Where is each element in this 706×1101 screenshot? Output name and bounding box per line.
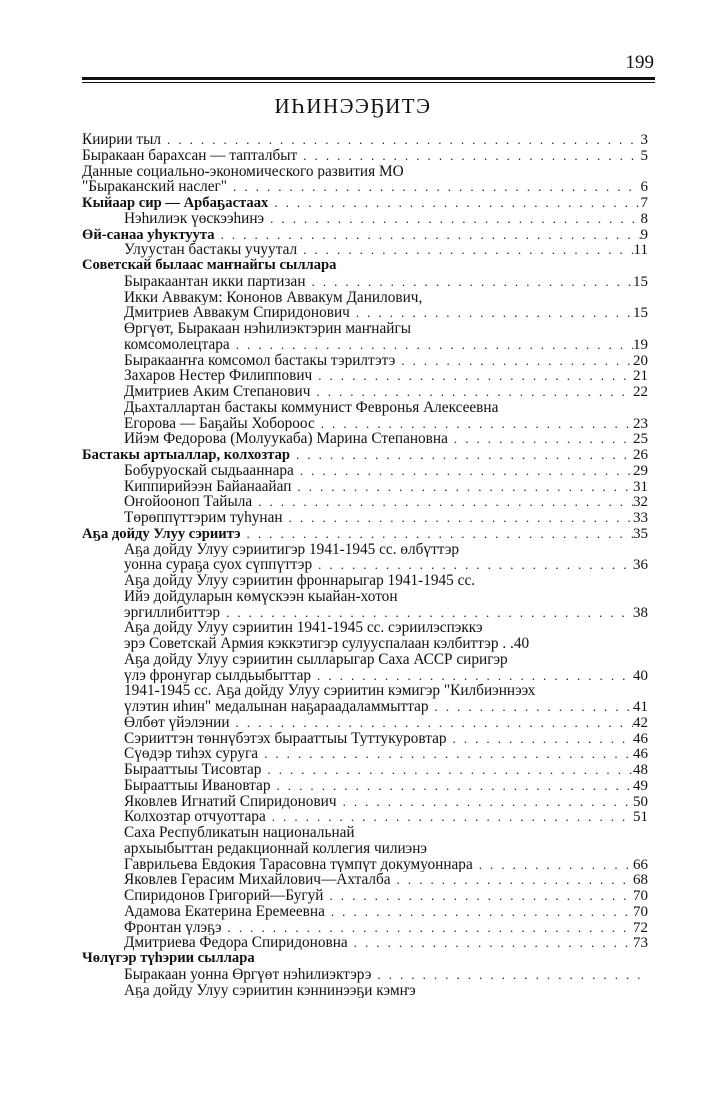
toc-entry [82,778,648,794]
toc-entry [82,683,648,699]
dot-leader [391,872,633,888]
toc-entry [82,762,648,778]
toc-entry-title: 1941-1945 сс. Аҕа дойду Улуу сэриитин кэмигэр "Килбиэннээх [124,683,536,699]
toc-entry-title: Быракааҥҥа комсомол бастакы тэрилтэтэ [124,352,396,369]
dot-leader [311,668,633,684]
toc-entry-title: Сэрииттэн төннүбэтэх бырааттыы Туттукуровтар [124,730,447,747]
toc-entry-page: 5 [640,147,648,164]
toc-entry-title: Яковлев Герасим Михайлович—Ахталба [124,872,391,888]
toc-entry-title: Быракаан барахсан — тапталбыт [82,147,298,164]
toc-entry-title: Бобуруоскай сыдьааннара [124,462,294,479]
dot-leader [473,857,633,873]
toc-entry-page: 20 [633,352,648,369]
dot-leader [161,132,640,148]
toc-entry-page: 11 [633,242,648,258]
toc-entry [82,557,648,573]
dot-leader [297,242,633,258]
toc-entry-page: 41 [633,699,648,715]
toc-entry-page: 51 [633,809,648,825]
toc-entry-title: Чөлүгэр түһэрии сыллара [82,951,255,966]
toc-entry-page: 29 [633,462,648,479]
dot-leader [261,762,633,778]
toc-entry-title: Быракаантан икки партизан [124,273,306,290]
toc-entry [82,983,648,999]
dot-leader [312,557,633,573]
header-rule-thick [82,77,655,80]
dot-leader [291,479,633,495]
dot-leader [266,809,633,825]
toc-entry [82,463,648,479]
toc-entry-title: Икки Аввакум: Кононов Аввакум Данилович, [124,289,423,306]
toc-entry-page: 9 [640,226,648,243]
toc-entry-page: 48 [633,762,648,778]
toc-entry-title: Дмитриев Аким Степанович [124,384,311,400]
dot-leader [395,353,633,369]
dot-leader [271,778,634,794]
toc-entry-page: 3 [640,132,648,148]
dot-leader [220,605,633,621]
toc-entry [82,935,648,951]
toc-entry-title: Аҕа дойду Улуу сэриитигэр 1941-1945 сс. өлбүттэр [124,541,460,558]
toc-entry [82,620,648,636]
toc-entry-title: Спиридонов Григорий—Бугуй [124,888,324,904]
toc-entry-title: эргиллибиттэр [124,604,221,621]
toc-entry [82,841,648,857]
toc-entry-title: Бастакы артыаллар, колхозтар [82,447,290,463]
toc-entry [82,353,648,369]
toc-entry [82,652,648,668]
toc-entry [82,904,648,920]
toc-entry-title: Бырааттыы Тисовтар [124,762,262,778]
toc-entry-title: Аҕа дойду Улуу сэриитэ [82,525,241,542]
page-title: ИҺИНЭЭҔИТЭ [274,94,432,118]
toc-entry [82,715,648,731]
dot-leader [447,731,633,747]
toc-entry [82,479,648,495]
toc-entry-title: Дмитриева Федора Спиридоновна [124,935,348,951]
toc-entry-page: 19 [633,336,648,353]
toc-entry-page: 33 [633,510,648,526]
dot-leader [306,274,633,290]
toc-entry-title: Төрөппүттэрим туһунан [124,510,283,526]
toc-entry [82,132,648,148]
toc-entry-title: Дьахталлартан бастакы коммунист Февронья Алексеевна [124,399,499,416]
toc-entry [82,321,648,337]
toc-entry [82,825,648,841]
toc-entry-title: Аҕа дойду Улуу сэриитин 1941-1945 сс. сэриилэспэккэ [124,620,483,636]
toc-entry [82,384,648,400]
toc-entry [82,305,648,321]
toc-entry [82,211,648,227]
toc-entry [82,258,648,274]
toc-entry-page: 46 [633,730,648,747]
toc-entry-page: 21 [633,368,648,384]
toc-entry-title: Захаров Нестер Филиппович [124,368,313,384]
toc-entry-title: Оҥойооноп Тайыла [124,494,253,510]
dot-leader [448,431,633,447]
toc-entry-page: 73 [633,935,648,951]
toc-entry-page: 50 [633,793,648,810]
toc-entry-page: 70 [633,903,648,920]
toc-entry [82,290,648,306]
toc-entry-title: Адамова Екатерина Еремеевна [124,903,325,920]
toc-entry [82,857,648,873]
dot-leader [350,305,633,321]
toc-entry-title: Ийэ дойдуларын көмүскээн кыайан-хотон [124,588,398,605]
toc-entry [82,337,648,353]
toc-entry-page: 66 [633,856,648,873]
toc-entry [82,510,648,526]
toc-entry-title: Ийэм Федорова (Молуукаба) Марина Степановна [124,431,448,447]
toc-entry-page: 40 [633,667,648,684]
dot-leader [268,195,640,211]
toc-entry-title: үлэ фронугар сылдьыбыттар [124,667,312,684]
toc-entry-page: 26 [633,447,648,463]
dot-leader [315,416,633,432]
toc-entry [82,967,648,983]
dot-leader [371,967,648,983]
toc-entry [82,668,648,684]
toc-entry-title: Өлбөт үйэлэнии [124,714,230,731]
toc-entry [82,809,648,825]
toc-entry-page: 32 [633,494,648,510]
toc-entry [82,526,648,542]
toc-entry-title: Киирии тыл [82,132,162,148]
toc-entry [82,573,648,589]
table-of-contents [82,132,648,998]
toc-entry-title: Аҕа дойду Улуу сэриитин сылларыгар Саха АССР сиригэр [124,651,508,668]
toc-entry-title: "Быраканский наслег" [82,179,228,195]
toc-entry [82,494,648,510]
toc-entry [82,195,648,211]
toc-entry-title: Егорова — Баҕайы Хобороос [124,415,315,432]
toc-entry-page: 15 [633,305,648,321]
toc-entry-page: 8 [640,210,648,227]
toc-entry [82,951,648,967]
toc-entry [82,416,648,432]
dot-leader [290,447,633,463]
toc-entry-title: комсомолецтара [124,336,230,353]
dot-leader [215,227,641,243]
toc-entry-title: Яковлев Игнатий Спиридонович [124,793,337,810]
toc-entry [82,746,648,762]
toc-entry-title: архыыбыттан редакционнай коллегия чилиэнэ [124,840,427,857]
dot-leader [348,935,633,951]
dot-leader [222,920,633,936]
toc-entry-title: Колхозтар отчуоттара [124,809,266,825]
toc-entry [82,888,648,904]
toc-entry-title: Дмитриев Аввакум Спиридонович [124,305,350,321]
header-rule-thin [82,82,655,83]
toc-entry [82,274,648,290]
toc-entry [82,794,648,810]
dot-leader [310,384,633,400]
toc-entry [82,164,648,180]
toc-entry-page: 72 [633,919,648,936]
toc-entry [82,731,648,747]
toc-entry-title: эрэ Советскай Армия кэккэтигэр сулууспалаан кэлбиттэр . .40 [124,636,530,652]
toc-entry-page: 46 [633,746,648,762]
toc-entry [82,400,648,416]
toc-entry-page: 23 [633,415,648,432]
dot-leader [297,148,640,164]
toc-entry [82,589,648,605]
dot-leader [323,888,633,904]
dot-leader [283,510,633,526]
toc-entry-title: Нэһилиэк үөскээһинэ [124,210,265,227]
toc-entry-page: 35 [633,525,648,542]
toc-entry-title: үлэтин иһин" медалынан наҕараадаламмыттар [124,699,429,715]
page-number: 199 [625,52,654,73]
toc-entry-page: 49 [633,777,648,794]
toc-entry-title: Өргүөт, Быракаан нэһилиэктэрин маҥнайгы [124,321,412,337]
dot-leader [230,337,633,353]
toc-entry-page: 15 [633,273,648,290]
toc-entry [82,872,648,888]
toc-entry-title: Бырааттыы Ивановтар [124,777,271,794]
toc-entry [82,242,648,258]
toc-entry [82,542,648,558]
toc-entry [82,431,648,447]
toc-entry-page: 42 [633,714,648,731]
toc-entry [82,368,648,384]
toc-entry-title: Сүөдэр тиһэх суруга [124,746,259,762]
dot-leader [312,368,633,384]
dot-leader [337,794,633,810]
toc-entry [82,447,648,463]
toc-entry-title: Аҕа дойду Улуу сэриитин кэннинээҕи кэмҥэ [124,982,416,999]
toc-entry-page: 22 [633,384,648,400]
toc-entry-title: Саха Республикатын национальнай [124,825,355,841]
toc-entry-page: 36 [633,557,648,573]
dot-leader [294,463,633,479]
toc-entry-title: Советскай былаас маҥнайгы сыллара [82,258,337,273]
toc-entry [82,920,648,936]
toc-entry [82,148,648,164]
toc-entry [82,699,648,715]
toc-entry-page: 38 [633,604,648,621]
toc-entry-title: Киппирийээн Байанаайап [124,478,292,495]
toc-entry-page: 25 [633,431,648,447]
dot-leader [264,211,640,227]
toc-entry-title: Кыйаар сир — Арбаҕастаах [82,195,269,211]
dot-leader [325,904,633,920]
toc-entry-page: 7 [640,195,648,211]
dot-leader [252,494,633,510]
toc-entry-page: 31 [633,478,648,495]
dot-leader [258,746,633,762]
toc-entry-title: Фронтан үлэҕэ [124,919,222,936]
toc-entry-title: уонна сураҕа суох сүппүттэр [124,557,313,573]
toc-entry-page: 70 [633,888,648,904]
toc-entry-page: 68 [633,872,648,888]
toc-entry-title: Аҕа дойду Улуу сэриитин фроннарыгар 1941-1945 сс. [124,573,476,589]
toc-entry-page: 6 [640,179,648,195]
dot-leader [429,699,633,715]
toc-entry [82,227,648,243]
toc-entry-title: Өй-санаа уһуктуута [82,226,215,243]
dot-leader [241,526,633,542]
dot-leader [230,715,633,731]
toc-entry-title: Гаврильева Евдокия Тарасовна түмпүт докумуоннара [124,856,473,873]
toc-entry-title: Данные социально-экономического развития МО [82,163,404,180]
dot-leader [227,179,640,195]
toc-entry [82,636,648,652]
toc-entry [82,179,648,195]
toc-entry-title: Быракаан уонна Өргүөт нэһилиэктэрэ [124,966,372,983]
toc-entry [82,605,648,621]
toc-entry-title: Улуустан бастакы учуутал [124,242,298,258]
